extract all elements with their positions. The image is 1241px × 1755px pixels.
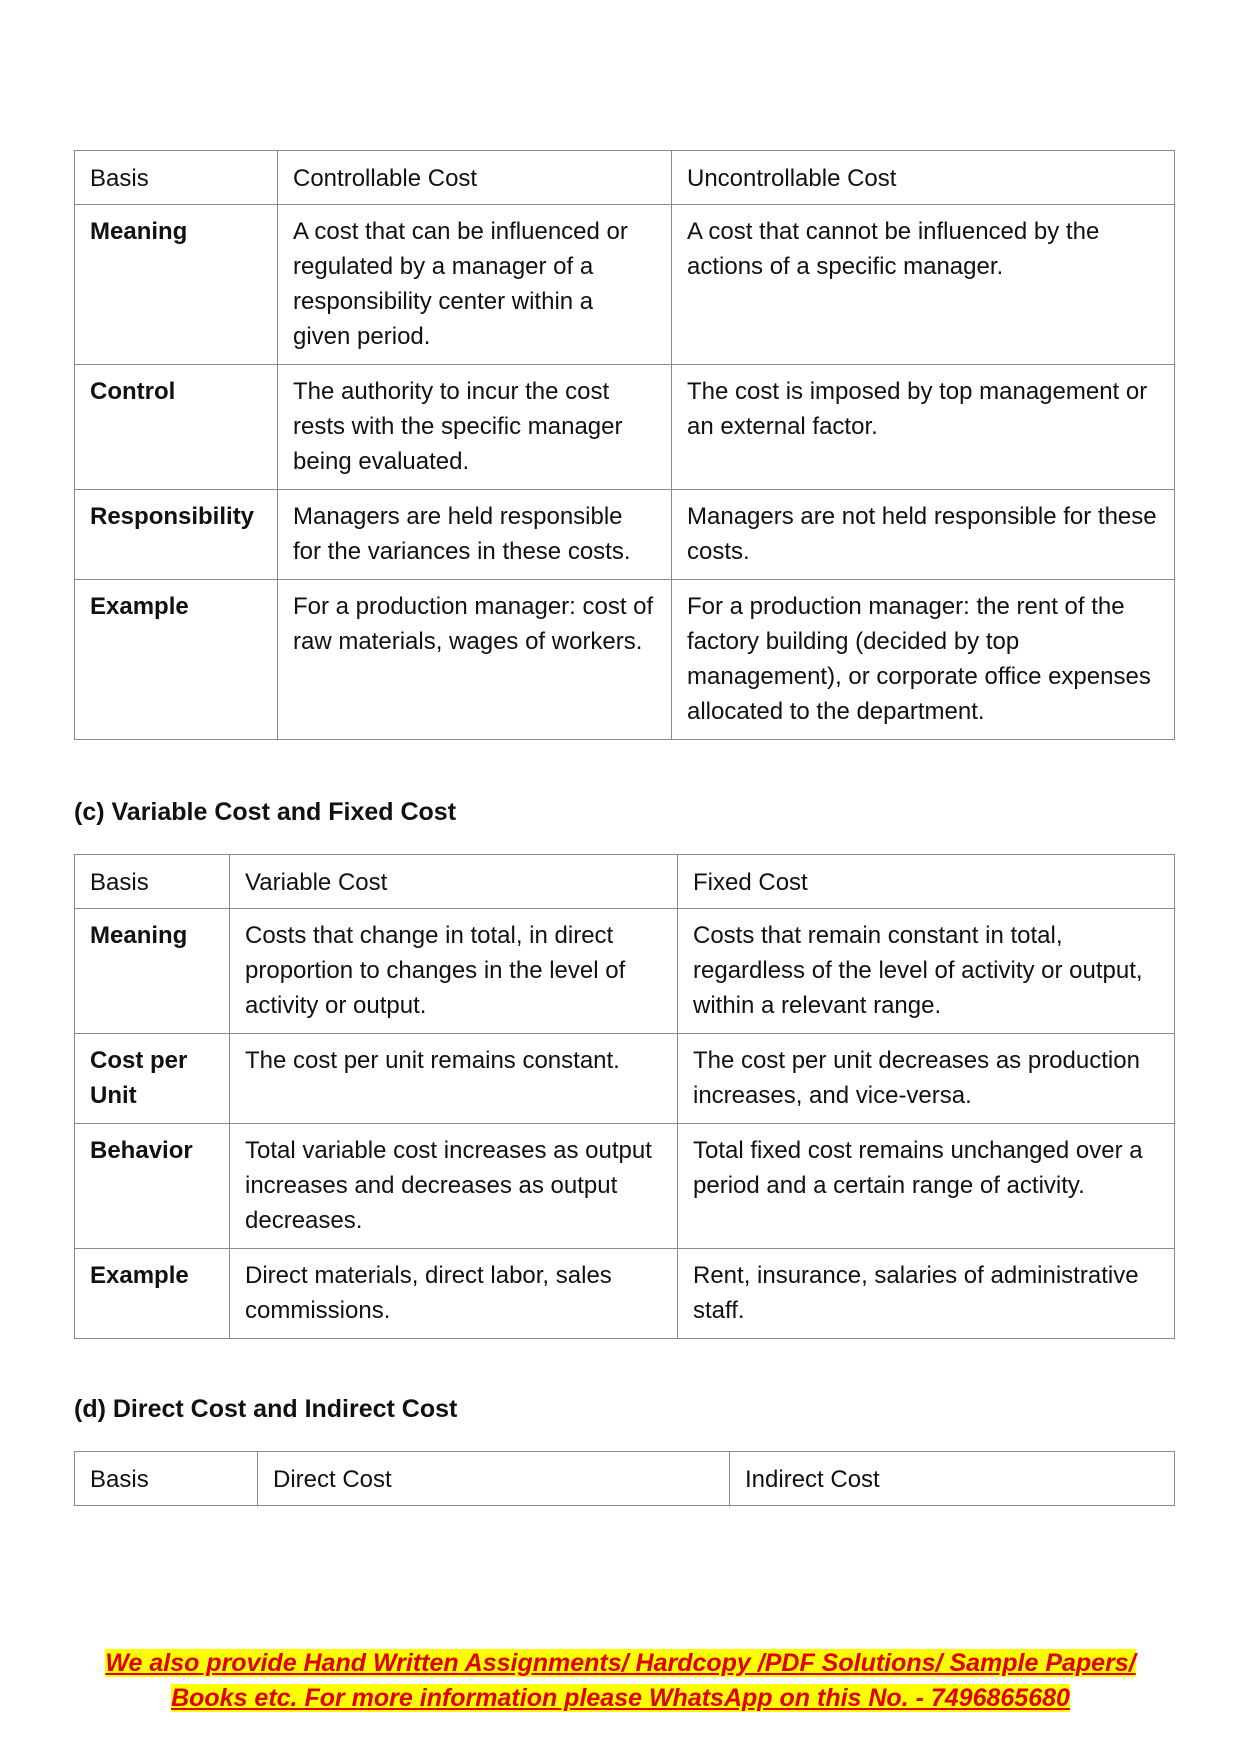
table-cell: A cost that cannot be influenced by the actions of a specific manager. <box>672 205 1175 365</box>
table-cell: The cost per unit remains constant. <box>230 1034 678 1124</box>
table-cell: For a production manager: cost of raw materials, wages of workers. <box>278 580 672 740</box>
table-cell: A cost that can be influenced or regulated by a manager of a responsibility center within a given period. <box>278 205 672 365</box>
header-cell: Uncontrollable Cost <box>672 151 1175 205</box>
table-header-row <box>75 855 1175 909</box>
section-heading-variable-fixed: (c) Variable Cost and Fixed Cost <box>74 798 457 826</box>
table-row <box>75 1034 1175 1124</box>
direct-vs-indirect-table <box>74 1451 1175 1506</box>
basis-cell: Meaning <box>75 205 278 365</box>
table-cell: Total fixed cost remains unchanged over a period and a certain range of activity. <box>678 1124 1175 1249</box>
promo-footer <box>0 1646 1241 1716</box>
table-cell: The authority to incur the cost rests with the specific manager being evaluated. <box>278 365 672 490</box>
table-cell: Direct materials, direct labor, sales commissions. <box>230 1249 678 1339</box>
table-cell: Rent, insurance, salaries of administrative staff. <box>678 1249 1175 1339</box>
table-cell: Costs that change in total, in direct proportion to changes in the level of activity or output. <box>230 909 678 1034</box>
table-cell: Managers are held responsible for the variances in these costs. <box>278 490 672 580</box>
document-page <box>74 150 1174 1506</box>
promo-line-2: Books etc. For more information please WhatsApp on this No. - 7496865680 <box>171 1684 1070 1712</box>
table-row <box>75 580 1175 740</box>
header-cell: Direct Cost <box>258 1452 730 1506</box>
table-row <box>75 1124 1175 1249</box>
basis-cell: Responsibility <box>75 490 278 580</box>
basis-cell: Example <box>75 1249 230 1339</box>
table-cell: The cost per unit decreases as production increases, and vice-versa. <box>678 1034 1175 1124</box>
basis-cell: Cost per Unit <box>75 1034 230 1124</box>
table-row <box>75 490 1175 580</box>
promo-line-1: We also provide Hand Written Assignments/ Hardcopy /PDF Solutions/ Sample Papers/ <box>105 1649 1136 1677</box>
table-cell: Costs that remain constant in total, regardless of the level of activity or output, within a relevant range. <box>678 909 1175 1034</box>
header-cell: Indirect Cost <box>730 1452 1175 1506</box>
header-cell: Variable Cost <box>230 855 678 909</box>
table-cell: The cost is imposed by top management or an external factor. <box>672 365 1175 490</box>
basis-cell: Control <box>75 365 278 490</box>
header-cell: Controllable Cost <box>278 151 672 205</box>
table-cell: Managers are not held responsible for these costs. <box>672 490 1175 580</box>
header-cell: Basis <box>75 151 278 205</box>
controllable-vs-uncontrollable-table <box>74 150 1175 740</box>
table-header-row <box>75 1452 1175 1506</box>
table-row <box>75 1249 1175 1339</box>
table-row <box>75 205 1175 365</box>
basis-cell: Meaning <box>75 909 230 1034</box>
header-cell: Basis <box>75 1452 258 1506</box>
header-cell: Fixed Cost <box>678 855 1175 909</box>
table-header-row <box>75 151 1175 205</box>
table-row <box>75 909 1175 1034</box>
table-row <box>75 365 1175 490</box>
section-heading-direct-indirect: (d) Direct Cost and Indirect Cost <box>74 1395 458 1423</box>
table-cell: For a production manager: the rent of the factory building (decided by top management), or corporate office expenses allocated to the department. <box>672 580 1175 740</box>
header-cell: Basis <box>75 855 230 909</box>
basis-cell: Example <box>75 580 278 740</box>
basis-cell: Behavior <box>75 1124 230 1249</box>
table-cell: Total variable cost increases as output increases and decreases as output decreases. <box>230 1124 678 1249</box>
variable-vs-fixed-table <box>74 854 1175 1339</box>
